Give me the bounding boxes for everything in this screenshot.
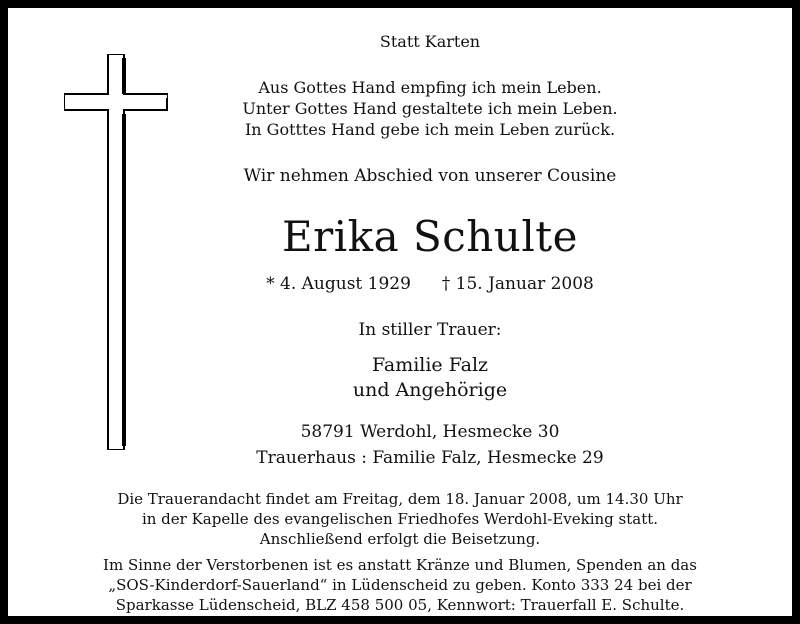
verse-line-1: Aus Gottes Hand empfing ich mein Leben.: [258, 78, 602, 97]
verse-line-3: In Gotttes Hand gebe ich mein Leben zurück.: [244, 120, 616, 139]
service-line-2: in der Kapelle des evangelischen Friedhofes Werdohl-Eveking statt.: [141, 510, 659, 528]
donation-line-3: Sparkasse Lüdenscheid, BLZ 458 500 05, Kennwort: Trauerfall E. Schulte.: [115, 596, 685, 614]
header-text: Statt Karten: [379, 32, 481, 51]
life-dates: [8, 274, 792, 294]
mourner-line-1: Familie Falz: [371, 354, 489, 376]
verse-line-2: Unter Gottes Hand gestaltete ich mein Leben.: [242, 99, 618, 118]
service-line-1: Die Trauerandacht findet am Freitag, dem 18. Januar 2008, um 14.30 Uhr: [117, 490, 683, 508]
address-text: 58791 Werdohl, Hesmecke 30: [300, 422, 560, 442]
service-line-3: Anschließend erfolgt die Beisetzung.: [259, 530, 541, 548]
deceased-name: Erika Schulte: [281, 212, 579, 261]
house-of-mourning-text: Trauerhaus : Familie Falz, Hesmecke 29: [256, 448, 604, 468]
mourner-line-2: und Angehörige: [352, 379, 508, 401]
farewell-text: Wir nehmen Abschied von unserer Cousine: [243, 166, 617, 186]
donation-line-2: „SOS-Kinderdorf-Sauerland“ in Lüdenscheid zu geben. Konto 333 24 bei der: [108, 576, 692, 594]
death-date: † 15. Januar 2008: [441, 274, 594, 294]
birth-date: * 4. August 1929: [266, 274, 411, 294]
mourning-intro: In stiller Trauer:: [358, 320, 502, 340]
donation-line-1: Im Sinne der Verstorbenen ist es anstatt Kränze und Blumen, Spenden an das: [103, 556, 697, 574]
